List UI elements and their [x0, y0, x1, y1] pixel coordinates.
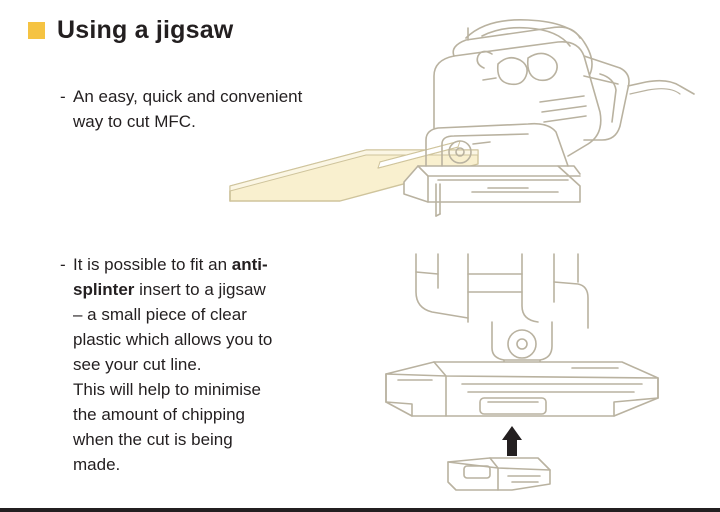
bullet-item-2 — [60, 252, 322, 477]
jigsaw-body-lower — [416, 254, 588, 372]
bullet-2-seg-1: It is possible to fit an — [73, 255, 232, 274]
bullet-2-seg-11: made. — [73, 455, 121, 474]
bullet-marker: - — [60, 87, 66, 106]
anti-splinter-illustration — [372, 252, 702, 502]
bullet-marker: - — [60, 255, 66, 274]
jigsaw-cutting-illustration — [228, 16, 698, 236]
bullet-2-seg-2: anti- — [231, 255, 268, 274]
anti-splinter-svg — [372, 252, 702, 502]
jigsaw-tool — [404, 20, 694, 216]
page-title-text: Using a jigsaw — [57, 16, 234, 44]
bullet-2-seg-4: insert to a jigsaw — [134, 280, 266, 299]
title-bullet-icon — [28, 22, 45, 39]
jigsaw-base-plate — [386, 362, 658, 416]
bullet-2-seg-6: plastic which allows you to — [73, 330, 273, 349]
jigsaw-cutting-svg — [228, 16, 698, 236]
bullet-1-line-2: way to cut MFC. — [73, 112, 196, 131]
bottom-rule — [0, 508, 720, 512]
bullet-2-seg-9: the amount of chipping — [73, 405, 246, 424]
bullet-2-seg-3: splinter — [73, 280, 135, 299]
bullet-2-seg-8: This will help to minimise — [73, 380, 261, 399]
insert-direction-arrow — [502, 426, 522, 456]
page-title — [28, 18, 233, 43]
bullet-text-2 — [73, 252, 272, 477]
bullet-2-seg-10: when the cut is being — [73, 430, 233, 449]
bullet-2-seg-7: see your cut line. — [73, 355, 202, 374]
bullet-2-seg-5: – a small piece of clear — [73, 305, 247, 324]
bullet-1-line-1: An easy, quick and convenient — [73, 87, 303, 106]
anti-splinter-insert-piece — [448, 458, 550, 490]
